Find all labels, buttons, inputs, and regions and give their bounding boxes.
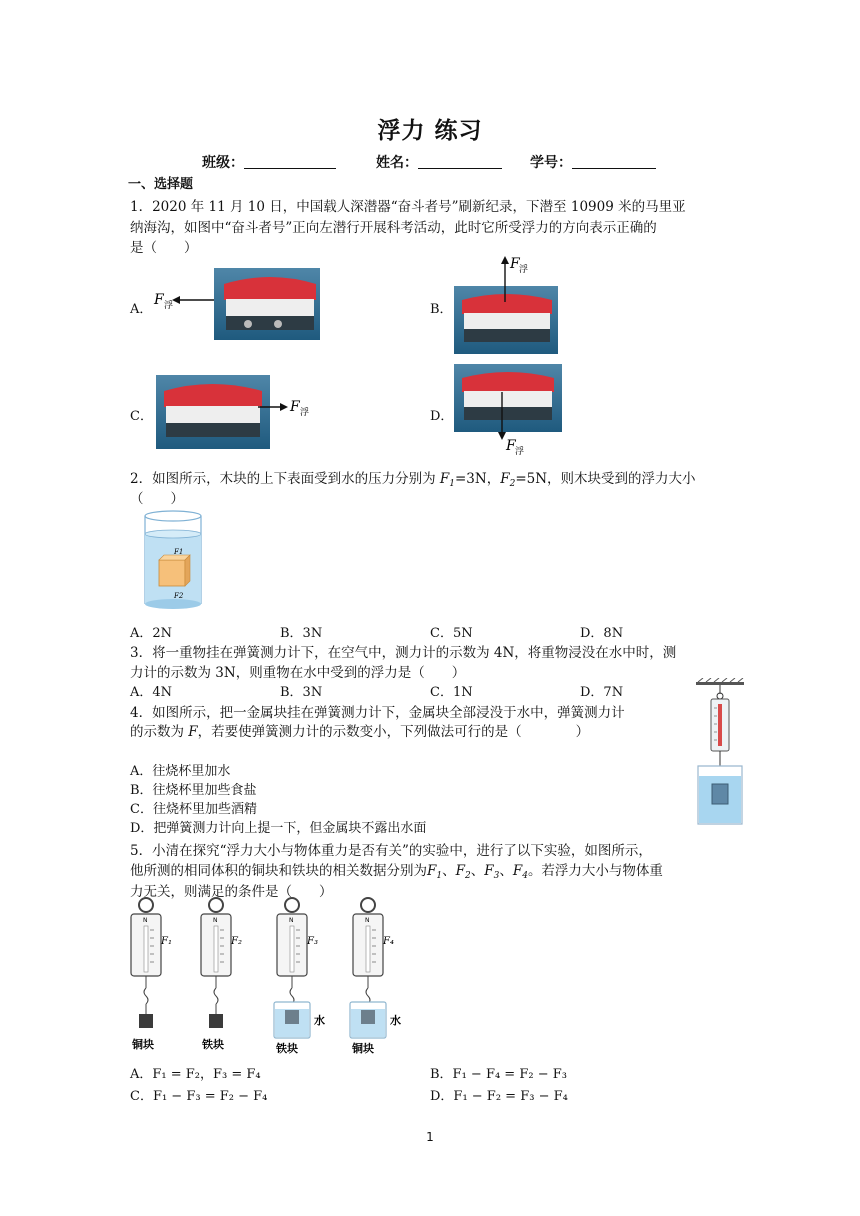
id-label: 学号：: [530, 155, 572, 171]
q5-option-a: A．F₁ = F₂，F₃ = F₄: [130, 1067, 261, 1082]
q5-option-d: D．F₁ − F₂ = F₃ − F₄: [430, 1089, 568, 1104]
q3-line2: 力计的示数为 3N，则重物在水中受到的浮力是（ ）: [130, 665, 466, 681]
q3-option-a: A．4N: [130, 685, 173, 700]
id-blank[interactable]: [572, 154, 656, 169]
page-number: 1: [426, 1130, 434, 1144]
spring-scale-beaker-figure: [694, 678, 746, 828]
svg-text:N: N: [289, 917, 294, 924]
q1-option-d-label: D．: [430, 409, 454, 424]
name-field: [376, 152, 502, 172]
class-label: 班级：: [202, 155, 244, 171]
submersible-figure-d: [452, 362, 564, 458]
beaker-block-figure: [140, 508, 206, 614]
q1-option-a-label: A．: [130, 302, 153, 317]
q5-option-b: B．F₁ − F₄ = F₂ − F₃: [430, 1067, 567, 1082]
section-heading: 一、选择题: [128, 177, 194, 192]
svg-text:浮: 浮: [519, 265, 529, 275]
scale-1: [131, 898, 172, 1051]
q5-line3: 力无关，则满足的条件是（ ）: [130, 884, 333, 900]
svg-text:浮: 浮: [300, 408, 310, 418]
q2-line1: 2．如图所示，木块的上下表面受到水的压力分别为 $F_1=3N$，$F_2=5N$，则木块受到的浮力大小: [130, 471, 696, 489]
class-blank[interactable]: [244, 154, 336, 169]
q3-option-b: B．3N: [280, 685, 323, 700]
svg-text:水: 水: [390, 1014, 401, 1027]
svg-text:铁块: 铁块: [202, 1038, 224, 1051]
q4-line2: 的示数为 F，若要使弹簧测力计的示数变小，下列做法可行的是（ ）: [130, 724, 590, 740]
svg-text:N: N: [213, 917, 218, 924]
svg-text:浮: 浮: [164, 301, 174, 311]
q5-line2: 他所测的相同体积的铜块和铁块的相关数据分别为$F_1$、$F_2$、$F_3$、$F_4$。若浮力大小与物体重: [130, 863, 663, 881]
q3-option-d: D．7N: [580, 685, 624, 700]
q3-line1: 3．将一重物挂在弹簧测力计下，在空气中，测力计的示数为 4N，将重物浸没在水中时，测: [130, 645, 677, 661]
scale-3: [274, 898, 325, 1055]
submersible-figure-b: [452, 254, 560, 356]
q4-option-a: A．往烧杯里加水: [130, 764, 231, 779]
q2-option-c: C．5N: [430, 626, 473, 641]
q4-option-b: B．往烧杯里加些食盐: [130, 783, 257, 798]
spring-scales-figure: [124, 896, 404, 1056]
svg-text:F: F: [290, 399, 300, 415]
name-label: 姓名：: [376, 155, 418, 171]
svg-text:F₄: F₄: [383, 936, 394, 947]
q1-line1: 1．2020 年 11 月 10 日，中国载人深潜器“奋斗者号”刷新纪录，下潜至 10909 米的马里亚: [130, 199, 686, 215]
svg-text:铜块: 铜块: [352, 1042, 374, 1055]
scale-2: [201, 898, 242, 1051]
svg-text:F: F: [506, 438, 516, 454]
page-title: 浮力 练习: [377, 118, 483, 144]
svg-text:N: N: [365, 917, 370, 924]
class-field: [202, 152, 336, 172]
q4-option-c: C．往烧杯里加些酒精: [130, 802, 257, 817]
name-blank[interactable]: [418, 154, 502, 169]
svg-text:F₁: F₁: [161, 936, 172, 947]
q1-option-c-label: C．: [130, 409, 153, 424]
q3-option-c: C．1N: [430, 685, 473, 700]
svg-text:F: F: [154, 292, 164, 308]
q2-option-a: A．2N: [130, 626, 173, 641]
svg-text:F2: F2: [174, 592, 184, 600]
q5-option-c: C．F₁ − F₃ = F₂ − F₄: [130, 1089, 268, 1104]
q2-option-b: B．3N: [280, 626, 323, 641]
q2-line2: （ ）: [130, 491, 184, 507]
svg-text:水: 水: [314, 1014, 325, 1027]
q1-line2: 纳海沟，如图中“奋斗者号”正向左潜行开展科考活动，此时它所受浮力的方向表示正确的: [130, 220, 657, 236]
q4-line1: 4．如图所示，把一金属块挂在弹簧测力计下，金属块全部浸没于水中，弹簧测力计: [130, 705, 625, 721]
svg-text:F₂: F₂: [231, 936, 242, 947]
q2-option-d: D．8N: [580, 626, 624, 641]
svg-text:浮: 浮: [515, 447, 525, 457]
svg-text:F₃: F₃: [307, 936, 318, 947]
svg-text:F1: F1: [174, 548, 184, 556]
q5-line1: 5．小清在探究“浮力大小与物体重力是否有关”的实验中，进行了以下实验，如图所示，: [130, 843, 652, 859]
q1-line3: 是（ ）: [130, 240, 198, 256]
submersible-figure-a: [150, 266, 322, 342]
svg-text:铜块: 铜块: [132, 1038, 154, 1051]
svg-text:铁块: 铁块: [276, 1042, 298, 1055]
scale-4: [350, 898, 401, 1055]
q1-option-b-label: B．: [430, 302, 453, 317]
svg-text:F: F: [510, 256, 520, 272]
submersible-figure-c: [154, 373, 320, 451]
id-field: [530, 152, 656, 172]
q4-option-d: D．把弹簧测力计向上提一下，但金属块不露出水面: [130, 821, 427, 836]
svg-text:N: N: [143, 917, 148, 924]
